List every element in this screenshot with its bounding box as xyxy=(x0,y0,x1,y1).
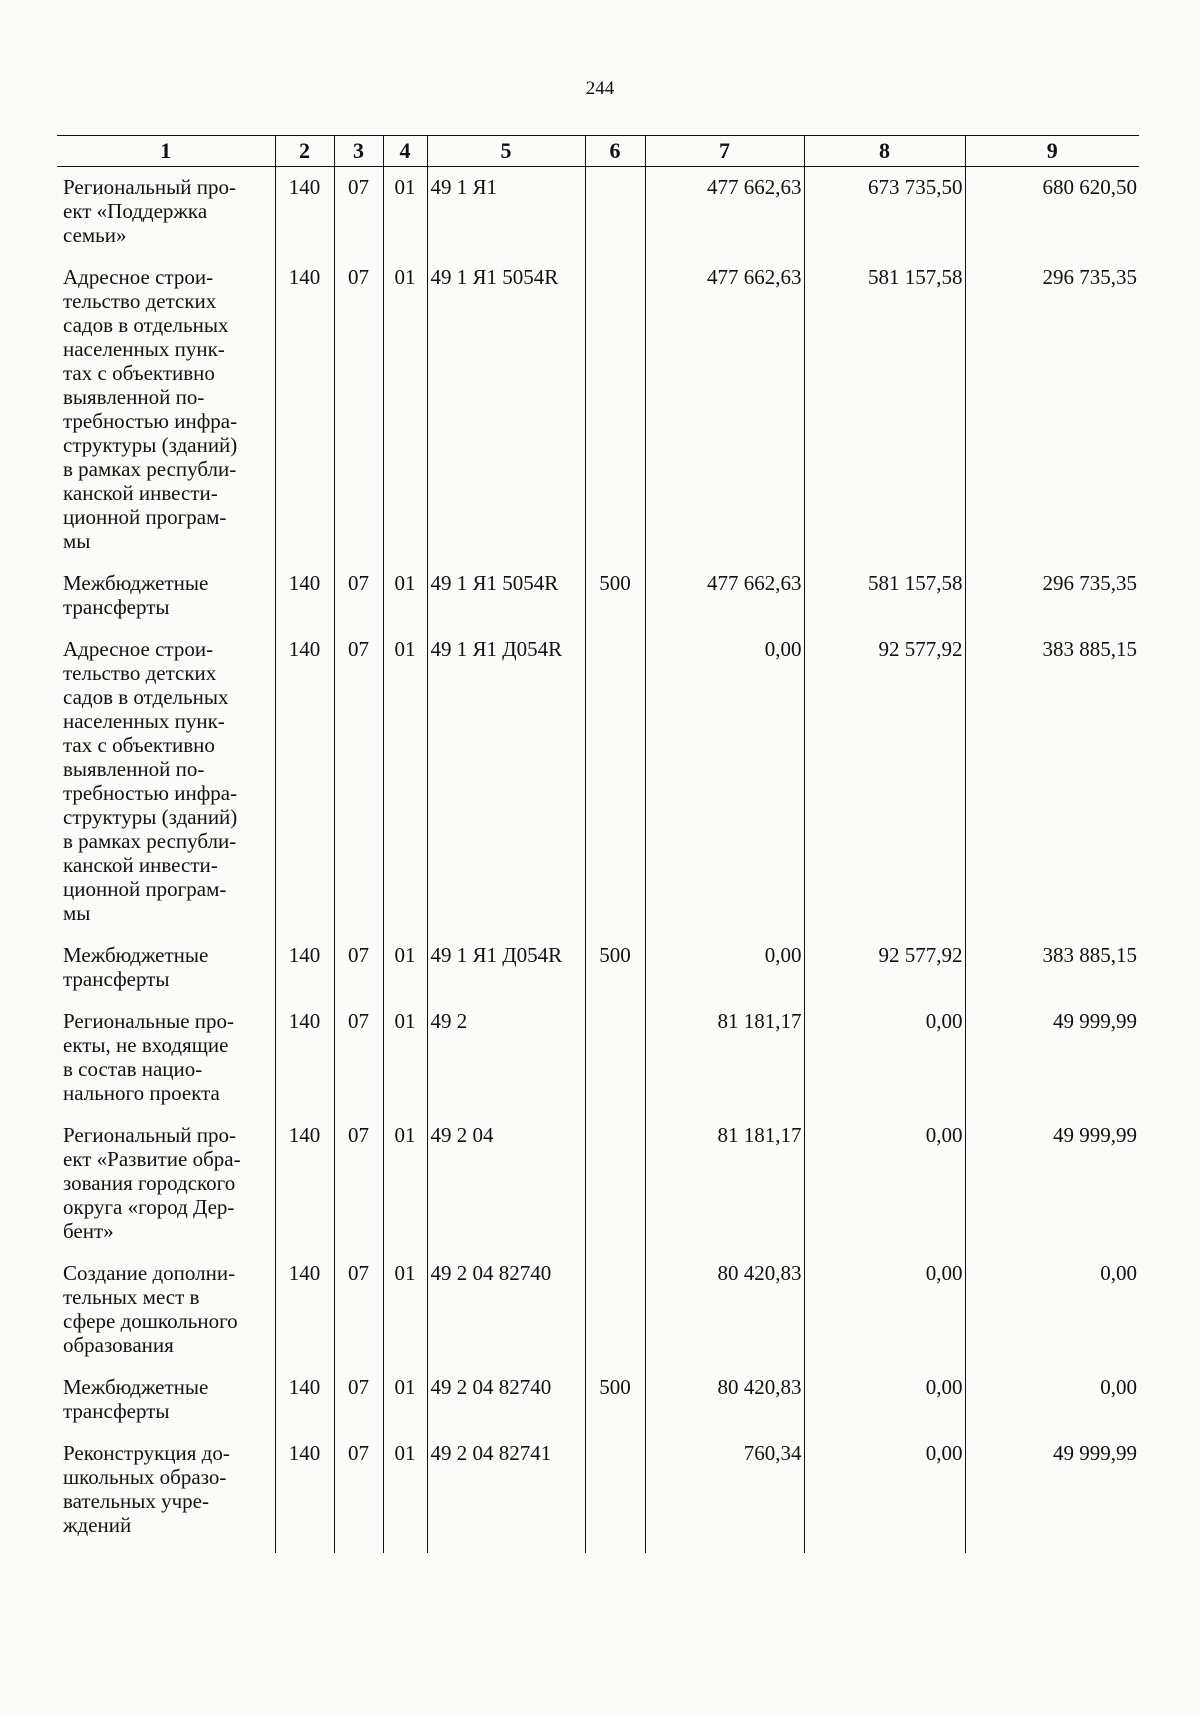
expense-type-cell: 500 xyxy=(585,1367,645,1433)
target-article-cell: 49 1 Я1 xyxy=(427,167,585,258)
row-name-cell: Региональный про- ект «Поддержка семьи» xyxy=(63,175,236,247)
amount-col7-cell: 81 181,17 xyxy=(645,1115,804,1253)
expense-type-cell: 500 xyxy=(585,563,645,629)
subsection-cell: 01 xyxy=(383,563,427,629)
amount-col9-cell: 49 999,99 xyxy=(965,1115,1139,1253)
amount-col7-cell: 81 181,17 xyxy=(645,1001,804,1115)
expense-type-cell xyxy=(585,629,645,935)
column-header: 5 xyxy=(427,136,585,167)
section-cell: 07 xyxy=(334,257,383,563)
amount-col9-cell: 383 885,15 xyxy=(965,629,1139,935)
table-row xyxy=(57,1367,1139,1433)
table-row xyxy=(57,1001,1139,1115)
row-name-cell: Межбюджетные трансферты xyxy=(63,943,209,991)
subsection-cell: 01 xyxy=(383,1001,427,1115)
section-cell: 07 xyxy=(334,563,383,629)
target-article-cell: 49 2 xyxy=(427,1001,585,1115)
table-row xyxy=(57,1115,1139,1253)
amount-col7-cell: 80 420,83 xyxy=(645,1367,804,1433)
row-name-cell: Адресное строи- тельство детских садов в отдельных населенных пунк- тах с объективно выявленной по- требностью инфра- структуры (зданий) в рамках республи- канской инвести- ционной програм- мы xyxy=(63,265,238,553)
row-name-cell: Региональный про- ект «Развитие обра- зования городского округа «город Дер- бент» xyxy=(63,1123,241,1243)
amount-col8-cell: 673 735,50 xyxy=(804,167,965,258)
amount-col7-cell: 0,00 xyxy=(645,935,804,1001)
target-article-cell: 49 1 Я1 Д054R xyxy=(427,629,585,935)
table-row xyxy=(57,1253,1139,1367)
admin-code-cell: 140 xyxy=(275,167,334,258)
row-name-cell: Региональные про- екты, не входящие в состав нацио- нального проекта xyxy=(63,1009,235,1105)
admin-code-cell: 140 xyxy=(275,1001,334,1115)
admin-code-cell: 140 xyxy=(275,629,334,935)
amount-col9-cell: 296 735,35 xyxy=(965,563,1139,629)
column-header: 4 xyxy=(383,136,427,167)
column-header: 2 xyxy=(275,136,334,167)
amount-col8-cell: 581 157,58 xyxy=(804,257,965,563)
amount-col9-cell: 0,00 xyxy=(965,1253,1139,1367)
subsection-cell: 01 xyxy=(383,1115,427,1253)
admin-code-cell: 140 xyxy=(275,1433,334,1553)
amount-col8-cell: 0,00 xyxy=(804,1001,965,1115)
admin-code-cell: 140 xyxy=(275,257,334,563)
subsection-cell: 01 xyxy=(383,935,427,1001)
subsection-cell: 01 xyxy=(383,629,427,935)
row-name-cell: Межбюджетные трансферты xyxy=(63,571,209,619)
expense-type-cell xyxy=(585,1115,645,1253)
amount-col8-cell: 0,00 xyxy=(804,1367,965,1433)
amount-col7-cell: 477 662,63 xyxy=(645,167,804,258)
amount-col8-cell: 0,00 xyxy=(804,1253,965,1367)
subsection-cell: 01 xyxy=(383,1367,427,1433)
amount-col7-cell: 760,34 xyxy=(645,1433,804,1553)
expense-type-cell xyxy=(585,167,645,258)
admin-code-cell: 140 xyxy=(275,1253,334,1367)
amount-col7-cell: 0,00 xyxy=(645,629,804,935)
section-cell: 07 xyxy=(334,1433,383,1553)
amount-col8-cell: 92 577,92 xyxy=(804,935,965,1001)
target-article-cell: 49 2 04 xyxy=(427,1115,585,1253)
amount-col9-cell: 0,00 xyxy=(965,1367,1139,1433)
column-header: 8 xyxy=(804,136,965,167)
column-header: 7 xyxy=(645,136,804,167)
section-cell: 07 xyxy=(334,167,383,258)
row-name-cell: Создание дополни- тельных мест в сфере дошкольного образования xyxy=(63,1261,238,1357)
section-cell: 07 xyxy=(334,1115,383,1253)
amount-col9-cell: 49 999,99 xyxy=(965,1433,1139,1553)
table-row xyxy=(57,563,1139,629)
section-cell: 07 xyxy=(334,1253,383,1367)
target-article-cell: 49 2 04 82740 xyxy=(427,1253,585,1367)
amount-col8-cell: 92 577,92 xyxy=(804,629,965,935)
section-cell: 07 xyxy=(334,629,383,935)
amount-col8-cell: 0,00 xyxy=(804,1115,965,1253)
amount-col9-cell: 383 885,15 xyxy=(965,935,1139,1001)
row-name-cell: Межбюджетные трансферты xyxy=(63,1375,209,1423)
target-article-cell: 49 2 04 82740 xyxy=(427,1367,585,1433)
row-name-cell: Адресное строи- тельство детских садов в отдельных населенных пунк- тах с объективно выявленной по- требностью инфра- структуры (зданий) в рамках республи- канской инвести- ционной програм- мы xyxy=(63,637,238,925)
admin-code-cell: 140 xyxy=(275,1115,334,1253)
expense-type-cell: 500 xyxy=(585,935,645,1001)
table-row xyxy=(57,935,1139,1001)
target-article-cell: 49 1 Я1 Д054R xyxy=(427,935,585,1001)
subsection-cell: 01 xyxy=(383,257,427,563)
amount-col7-cell: 477 662,63 xyxy=(645,563,804,629)
subsection-cell: 01 xyxy=(383,1433,427,1553)
section-cell: 07 xyxy=(334,1367,383,1433)
target-article-cell: 49 1 Я1 5054R xyxy=(427,563,585,629)
subsection-cell: 01 xyxy=(383,167,427,258)
section-cell: 07 xyxy=(334,935,383,1001)
column-header: 9 xyxy=(965,136,1139,167)
budget-table xyxy=(57,135,1139,1553)
table-row xyxy=(57,167,1139,258)
target-article-cell: 49 1 Я1 5054R xyxy=(427,257,585,563)
target-article-cell: 49 2 04 82741 xyxy=(427,1433,585,1553)
admin-code-cell: 140 xyxy=(275,1367,334,1433)
expense-type-cell xyxy=(585,1433,645,1553)
admin-code-cell: 140 xyxy=(275,563,334,629)
table-header-row xyxy=(57,136,1139,167)
amount-col9-cell: 49 999,99 xyxy=(965,1001,1139,1115)
expense-type-cell xyxy=(585,1253,645,1367)
section-cell: 07 xyxy=(334,1001,383,1115)
amount-col9-cell: 296 735,35 xyxy=(965,257,1139,563)
column-header: 1 xyxy=(57,136,275,167)
amount-col7-cell: 477 662,63 xyxy=(645,257,804,563)
subsection-cell: 01 xyxy=(383,1253,427,1367)
page-number: 244 xyxy=(585,78,615,99)
column-header: 3 xyxy=(334,136,383,167)
expense-type-cell xyxy=(585,257,645,563)
amount-col8-cell: 581 157,58 xyxy=(804,563,965,629)
admin-code-cell: 140 xyxy=(275,935,334,1001)
amount-col9-cell: 680 620,50 xyxy=(965,167,1139,258)
table-row xyxy=(57,1433,1139,1553)
amount-col8-cell: 0,00 xyxy=(804,1433,965,1553)
row-name-cell: Реконструкция до- школьных образо- вательных учре- ждений xyxy=(63,1441,230,1537)
column-header: 6 xyxy=(585,136,645,167)
table-row xyxy=(57,629,1139,935)
table-row xyxy=(57,257,1139,563)
amount-col7-cell: 80 420,83 xyxy=(645,1253,804,1367)
table-body xyxy=(57,167,1139,1554)
expense-type-cell xyxy=(585,1001,645,1115)
